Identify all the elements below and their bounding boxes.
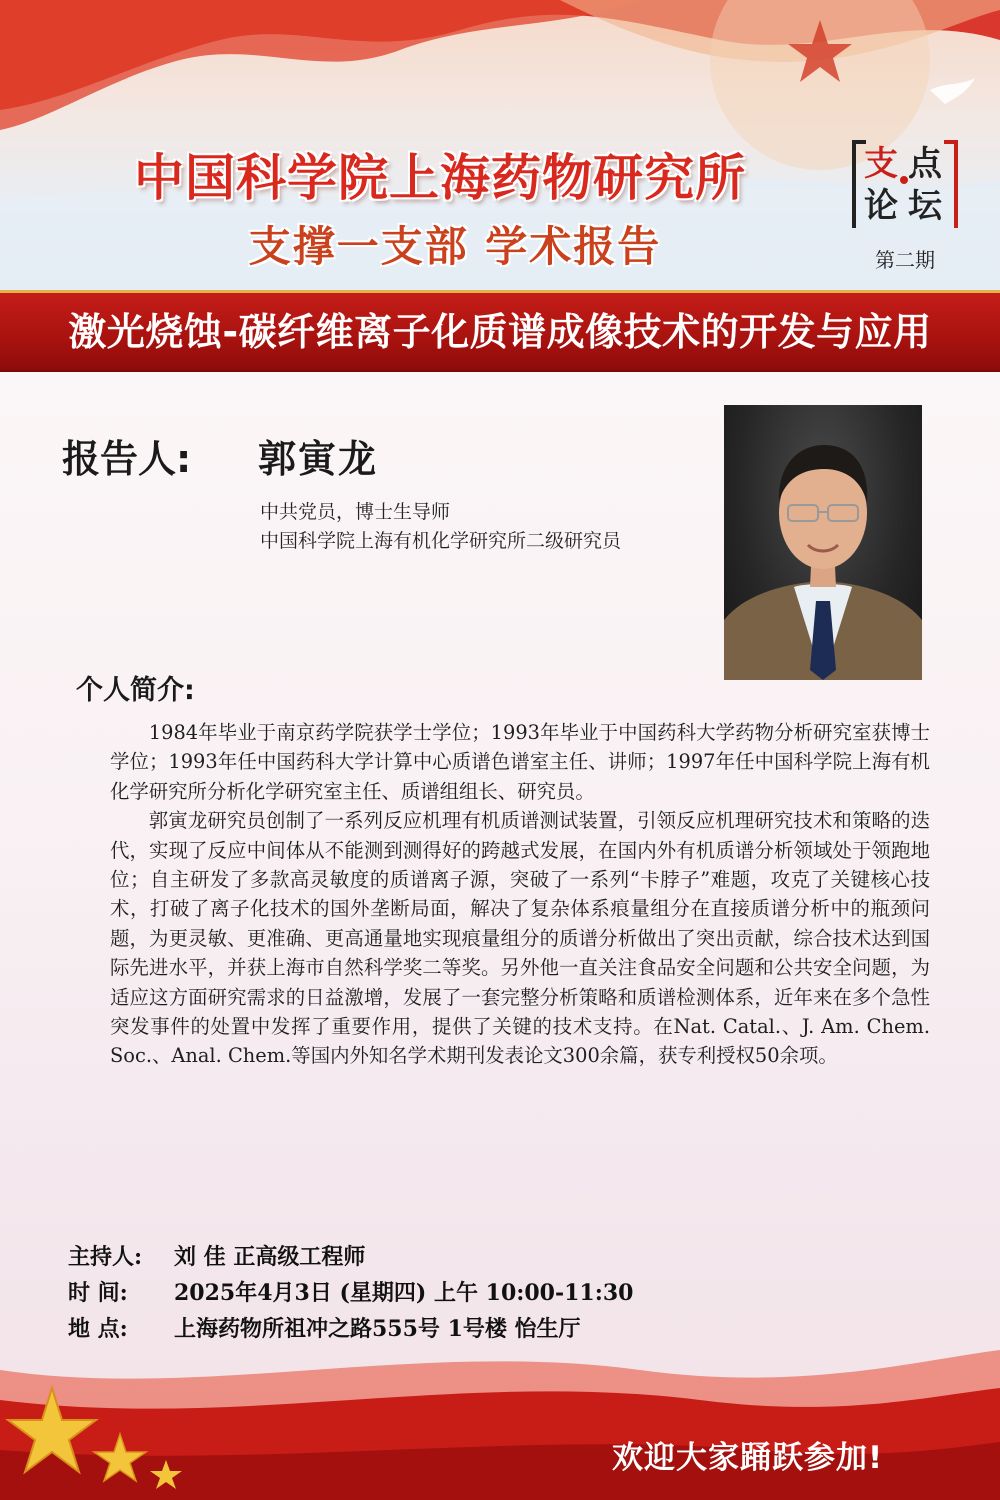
institute-title: 中国科学院上海药物研究所 [134, 149, 746, 207]
welcome-message: 欢迎大家踊跃参加! [612, 1440, 884, 1476]
bio-paragraph-achievements: 郭寅龙研究员创制了一系列反应机理有机质谱测试装置，引领反应机理研究技术和策略的迭代，实现了反应中间体从不能测到测得好的跨越式发展，在国内外有机质谱分析领域处于领跑地位；自主研发了多款高灵敏度的质谱离子源，突破了一系列“卡脖子”难题，攻克了关键核心技术，打破了离子化技术的国外垄断局面，解决了复杂体系痕量组分在直接质谱分析中的瓶颈问题，为更灵敏、更准确、更高通量地实现痕量组分的质谱分析做出了突出贡献，综合技术达到国际先进水平，并获上海市自然科学奖二等奖。另外他一直关注食品安全问题和公共安全问题，为适应这方面研究需求的日益激增，发展了一套完整分析策略和质谱检测体系，近年来在多个急性突发事件的处置中发挥了重要作用，提供了关键的技术支持。在Nat. Catal.、J. Am. Chem. Soc.、Anal. Chem.等国内外知名学术期刊发表论文300余篇，获专利授权50余项。 [110, 809, 930, 1068]
topic-band [0, 290, 1000, 372]
place-value: 上海药物所祖冲之路555号 1号楼 怡生厅 [174, 1316, 581, 1342]
host-value: 刘 佳 正高级工程师 [174, 1244, 366, 1270]
speaker-name: 郭寅龙 [258, 437, 379, 481]
forum-char-4: 坛 [908, 186, 942, 226]
time-label: 时 间: [68, 1280, 128, 1306]
speaker-photo [724, 405, 922, 680]
time-line [68, 1276, 633, 1307]
forum-char-2: 点 [908, 144, 942, 184]
bio-paragraph-education: 1984年毕业于南京药学院获学士学位；1993年毕业于中国药科大学药物分析研究室获博士学位；1993年任中国药科大学计算中心质谱色谱室主任、讲师；1997年任中国科学院上海有机化学研究所分析化学研究室主任、质谱组组长、研究员。 [110, 721, 930, 803]
speaker-credential: 中国科学院上海有机化学研究所二级研究员 [260, 530, 622, 552]
bio-text [110, 718, 930, 1071]
portrait-illustration [724, 405, 922, 680]
report-topic: 激光烧蚀-碳纤维离子化质谱成像技术的开发与应用 [68, 310, 932, 354]
intro-heading: 个人简介: [76, 675, 195, 706]
speaker-label: 报告人: [62, 437, 192, 481]
host-line [68, 1240, 365, 1271]
forum-logo [852, 140, 958, 236]
time-value: 2025年4月3日 (星期四) 上午 10:00-11:30 [174, 1280, 634, 1306]
forum-dot [900, 176, 908, 184]
logo-frame-right [944, 140, 958, 228]
speaker-credential: 中共党员，博士生导师 [260, 501, 451, 523]
branch-subtitle: 支撑一支部 学术报告 [248, 222, 662, 271]
forum-char-3: 论 [864, 186, 898, 226]
place-label: 地 点: [68, 1316, 128, 1342]
issue-number: 第二期 [875, 248, 935, 272]
forum-char-1: 支 [864, 144, 898, 184]
host-label: 主持人: [68, 1244, 143, 1270]
